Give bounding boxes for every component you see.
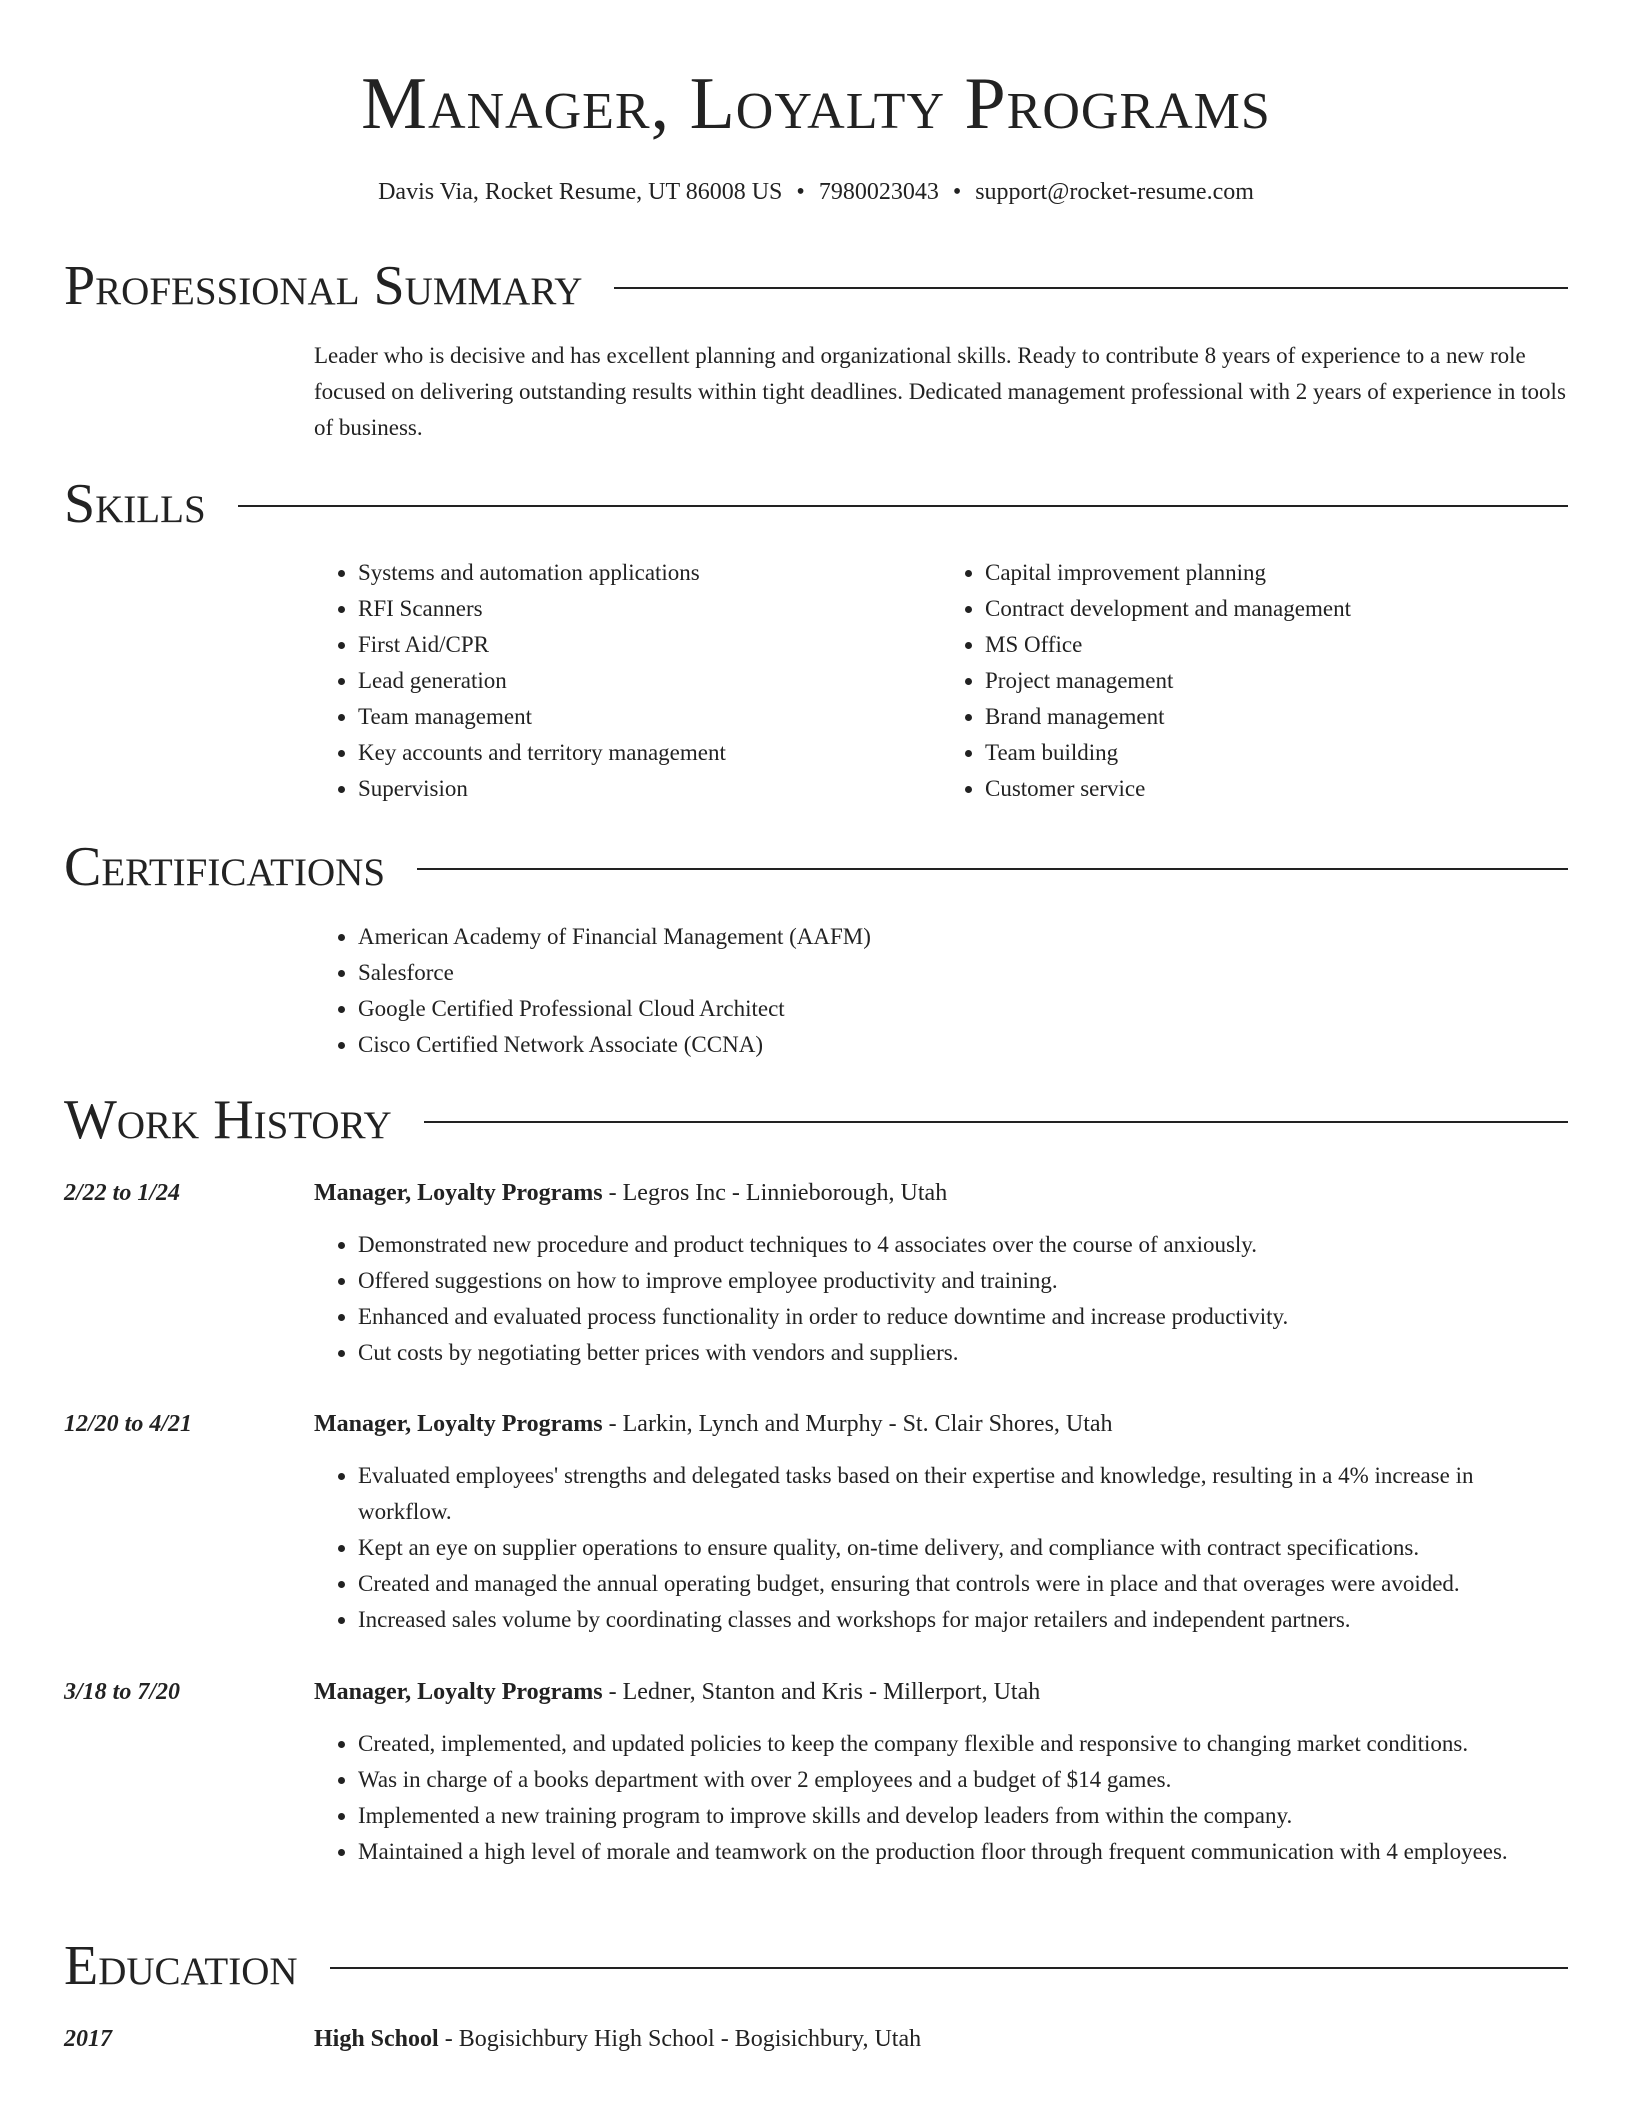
certifications-list	[314, 919, 1568, 1063]
contact-address: Davis Via, Rocket Resume, UT 86008 US	[378, 179, 783, 205]
job-bullet: • Increased sales volume by coordinating classes and workshops for major retailers and independent partners.	[358, 1602, 1568, 1638]
education-entry	[64, 2021, 1568, 2057]
certification-item: • Salesforce	[358, 955, 871, 991]
education-degree: High School	[314, 2026, 439, 2052]
contact-email: support@rocket-resume.com	[975, 179, 1254, 205]
job-title-line	[314, 1406, 1568, 1442]
section-divider	[417, 868, 1568, 870]
skills-list	[314, 555, 1568, 807]
skill-item: • Key accounts and territory management	[358, 735, 941, 771]
job-bullet: • Demonstrated new procedure and product techniques to 4 associates over the course of anxiously.	[358, 1227, 1568, 1263]
job-entry	[64, 1406, 1568, 1638]
education-section-header	[64, 1934, 1568, 1998]
work-heading: Work History	[64, 1089, 392, 1151]
job-bullets	[314, 1726, 1568, 1870]
job-bullet: • Cut costs by negotiating better prices with vendors and suppliers.	[358, 1335, 1568, 1371]
skill-item: • RFI Scanners	[358, 591, 941, 627]
job-company: - Ledner, Stanton and Kris - Millerport, Utah	[602, 1679, 1041, 1705]
section-divider	[238, 505, 1568, 507]
job-company: - Larkin, Lynch and Murphy - St. Clair Shores, Utah	[602, 1411, 1113, 1437]
skill-item: • Project management	[985, 663, 1568, 699]
skill-item: • Systems and automation applications	[358, 555, 941, 591]
skill-item: • Lead generation	[358, 663, 941, 699]
job-bullet: • Evaluated employees' strengths and delegated tasks based on their expertise and knowledge, resulting in a 4% increase in workflow.	[358, 1458, 1568, 1530]
skill-item: • MS Office	[985, 627, 1568, 663]
skills-column-left	[314, 555, 941, 807]
job-dates: 12/20 to 4/21	[64, 1411, 193, 1437]
skill-item: • Supervision	[358, 771, 941, 807]
job-title-line	[314, 1175, 1568, 1211]
skill-item: • Team building	[985, 735, 1568, 771]
contact-separator: •	[796, 179, 805, 205]
certifications-items	[314, 919, 871, 1063]
job-bullets	[314, 1227, 1568, 1371]
job-bullets	[314, 1458, 1568, 1638]
work-section-header	[64, 1088, 1568, 1152]
section-divider	[424, 1121, 1568, 1123]
job-title: Manager, Loyalty Programs	[314, 1180, 603, 1206]
job-bullet: • Offered suggestions on how to improve employee productivity and training.	[358, 1263, 1568, 1299]
skill-item: • Customer service	[985, 771, 1568, 807]
job-bullet: • Was in charge of a books department with over 2 employees and a budget of $14 games.	[358, 1762, 1568, 1798]
job-bullet: • Created and managed the annual operating budget, ensuring that controls were in place and that overages were avoided.	[358, 1566, 1568, 1602]
contact-phone: 7980023043	[818, 179, 939, 205]
skill-item: • Contract development and management	[985, 591, 1568, 627]
skill-item: • Team management	[358, 699, 941, 735]
certification-item: • Cisco Certified Network Associate (CCNA)	[358, 1027, 871, 1063]
certification-item: • Google Certified Professional Cloud Architect	[358, 991, 871, 1027]
job-bullet: • Created, implemented, and updated policies to keep the company flexible and responsive to changing market conditions.	[358, 1726, 1568, 1762]
job-title-line	[314, 1674, 1568, 1710]
education-line	[314, 2021, 1568, 2057]
education-heading: Education	[64, 1935, 298, 1997]
skill-item: • First Aid/CPR	[358, 627, 941, 663]
summary-section-header	[64, 254, 1568, 318]
certifications-heading: Certifications	[64, 836, 386, 898]
section-divider	[330, 1967, 1568, 1969]
job-company: - Legros Inc - Linnieborough, Utah	[602, 1180, 948, 1206]
job-title: Manager, Loyalty Programs	[314, 1411, 603, 1437]
certifications-section-header	[64, 835, 1568, 899]
job-dates: 3/18 to 7/20	[64, 1679, 181, 1705]
job-title: Manager, Loyalty Programs	[314, 1679, 603, 1705]
skills-column-right	[941, 555, 1568, 807]
summary-text: Leader who is decisive and has excellent planning and organizational skills. Ready to contribute 8 years of experience to a new role focused on delivering outstanding results within tight deadlines. Dedicated management professional with 2 years of experience in tools of business.	[314, 343, 1566, 440]
skill-item: • Brand management	[985, 699, 1568, 735]
summary-heading: Professional Summary	[64, 255, 583, 317]
job-entry	[64, 1674, 1568, 1870]
job-entry	[64, 1175, 1568, 1371]
skills-section-header	[64, 472, 1568, 536]
certification-item: • American Academy of Financial Management (AAFM)	[358, 919, 871, 955]
job-bullet: • Implemented a new training program to improve skills and develop leaders from within the company.	[358, 1798, 1568, 1834]
job-bullet: • Enhanced and evaluated process functionality in order to reduce downtime and increase productivity.	[358, 1299, 1568, 1335]
job-dates: 2/22 to 1/24	[64, 1180, 181, 1206]
skill-item: • Capital improvement planning	[985, 555, 1568, 591]
education-year: 2017	[64, 2026, 112, 2052]
section-divider	[614, 287, 1568, 289]
job-bullet: • Maintained a high level of morale and teamwork on the production floor through frequent communication with 4 employees.	[358, 1834, 1568, 1870]
contact-separator: •	[952, 179, 962, 205]
contact-line	[0, 176, 1632, 208]
job-bullet: • Kept an eye on supplier operations to ensure quality, on-time delivery, and compliance with contract specifications.	[358, 1530, 1568, 1566]
education-school: - Bogisichbury High School - Bogisichbury, Utah	[438, 2026, 922, 2052]
resume-name: Manager, Loyalty Programs	[361, 63, 1271, 145]
skills-heading: Skills	[64, 473, 206, 535]
